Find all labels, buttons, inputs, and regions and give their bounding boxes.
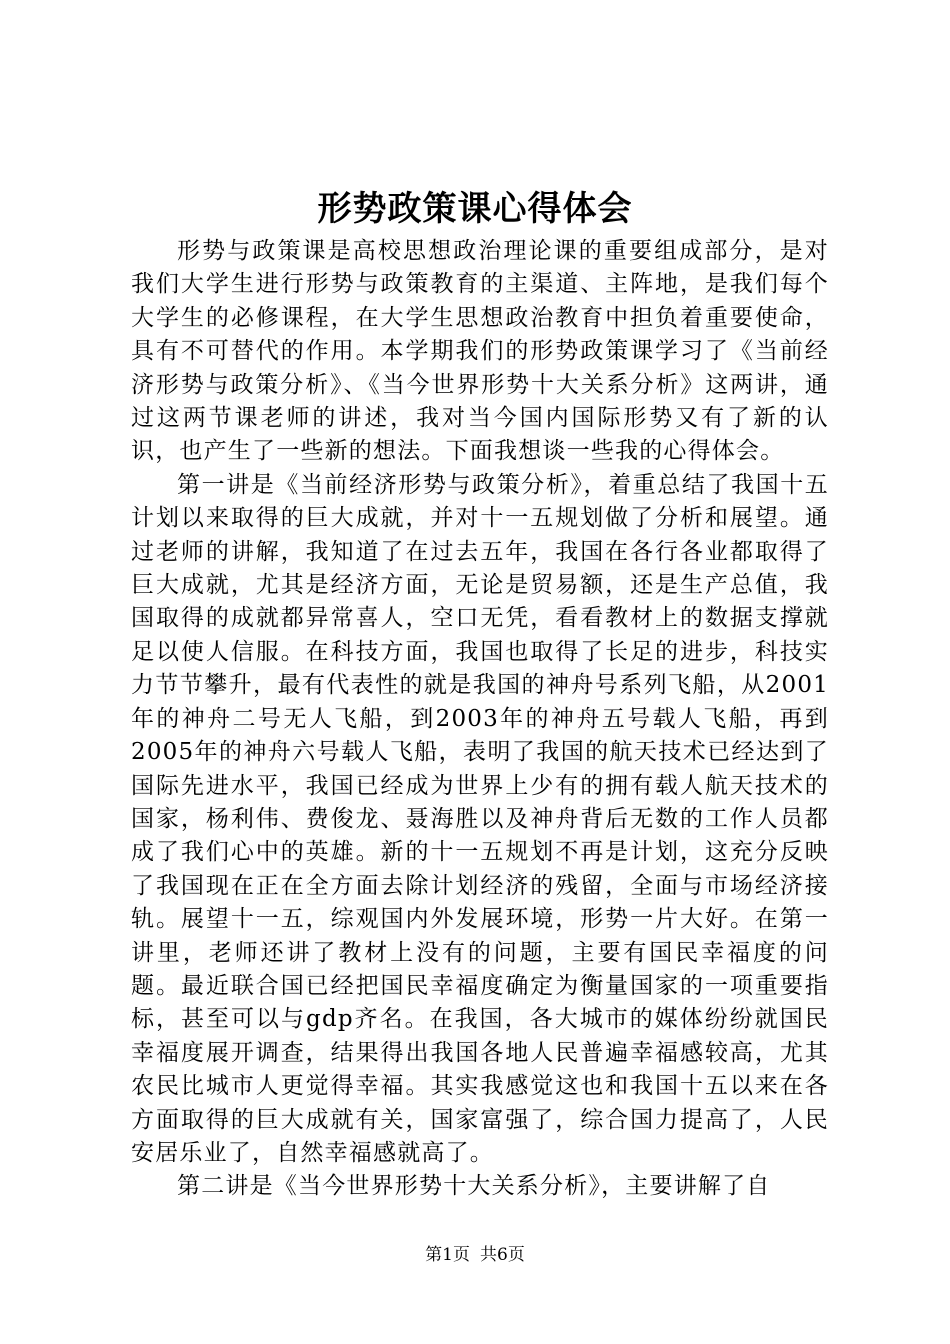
paragraph-lecture-two: 第二讲是《当今世界形势十大关系分析》，主要讲解了自	[177, 1173, 771, 1200]
page-footer	[0, 1243, 950, 1267]
paragraph-lecture-one: 第一讲是《当前经济形势与政策分析》，着重总结了我国十五计划以来取得的巨大成就，并对十一五规划做了分析和展望。通过老师的讲解，我知道了在过去五年，我国在各行各业都取得了巨大成就，尤其是经济方面，无论是贸易额，还是生产总值，我国取得的成就都异常喜人，空口无凭，看看教材上的数据支撑就足以使人信服。在科技方面，我国也取得了长足的进步，科技实力节节攀升，最有代表性的就是我国的神舟号系列飞船，从2001年的神舟二号无人飞船，到2003年的神舟五号载人飞船，再到2005年的神舟六号载人飞船，表明了我国的航天技术已经达到了国际先进水平，我国已经成为世界上少有的拥有载人航天技术的国家，杨利伟、费俊龙、聂海胜以及神舟背后无数的工作人员都成了我们心中的英雄。新的十一五规划不再是计划，这充分反映了我国现在正在全方面去除计划经济的残留，全面与市场经济接轨。展望十一五，综观国内外发展环境，形势一片大好。在第一讲里，老师还讲了教材上没有的问题，主要有国民幸福度的问题。最近联合国已经把国民幸福度确定为衡量国家的一项重要指标，甚至可以与gdp齐名。在我国，各大城市的媒体纷纷就国民幸福度展开调查，结果得出我国各地人民普遍幸福感较高，尤其农民比城市人更觉得幸福。其实我感觉这也和我国十五以来在各方面取得的巨大成就有关，国家富强了，综合国力提高了，人民安居乐业了，自然幸福感就高了。	[131, 471, 829, 1166]
paragraph-intro: 形势与政策课是高校思想政治理论课的重要组成部分，是对我们大学生进行形势与政策教育的主渠道、主阵地，是我们每个大学生的必修课程，在大学生思想政治教育中担负着重要使命，具有不可替代的作用。本学期我们的形势政策课学习了《当前经济形势与政策分析》、《当今世界形势十大关系分析》这两讲，通过这两节课老师的讲述，我对当今国内国际形势又有了新的认识，也产生了一些新的想法。下面我想谈一些我的心得体会。	[131, 238, 829, 465]
page-number: 第1页	[425, 1245, 470, 1265]
document-title: 形势政策课心得体会	[317, 189, 633, 229]
page-total: 共6页	[480, 1245, 525, 1265]
document-body	[131, 235, 829, 1204]
